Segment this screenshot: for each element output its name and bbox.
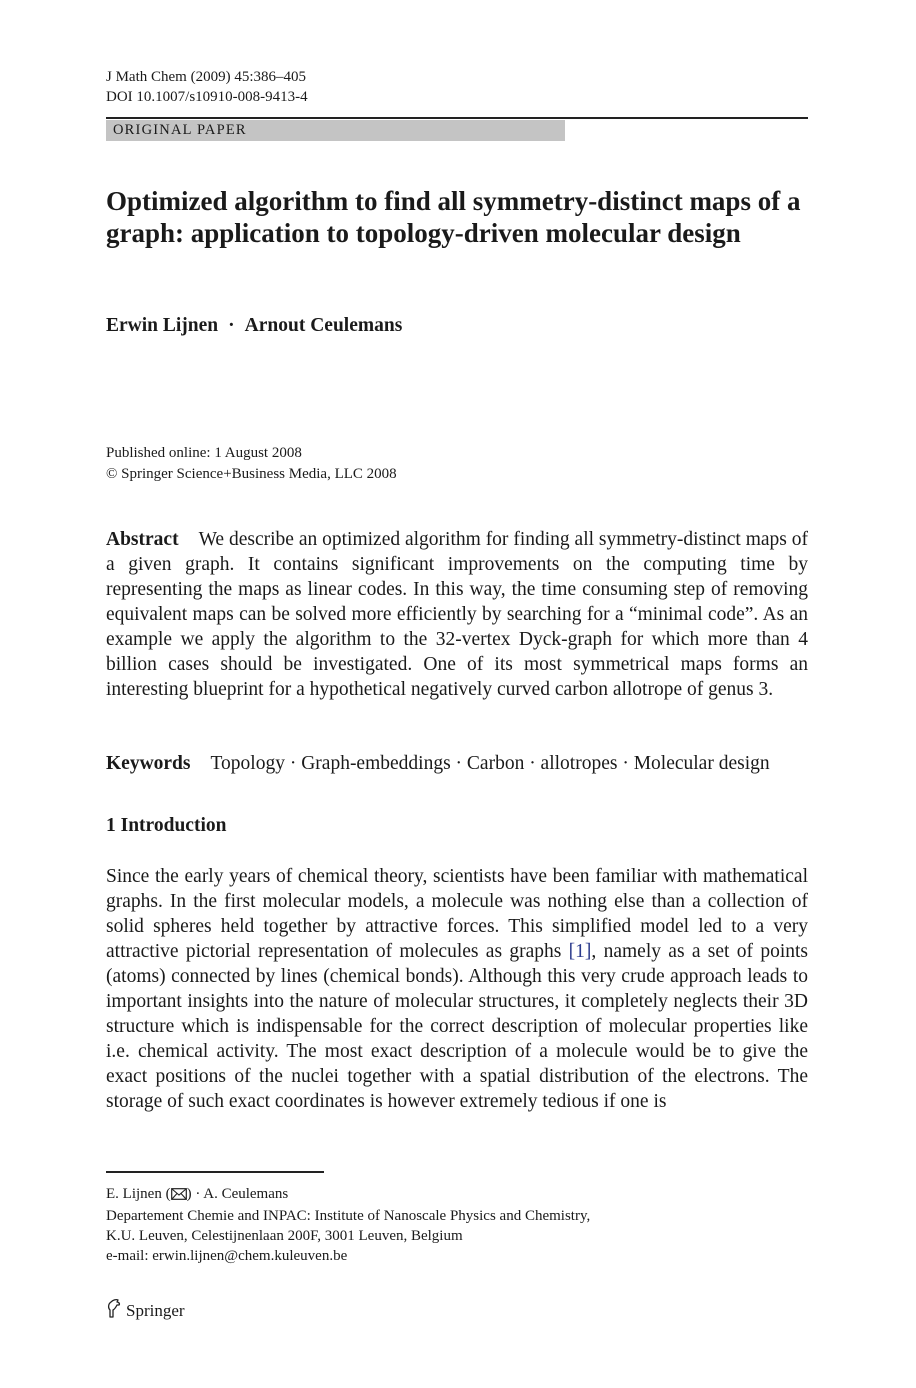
footnote-author-1: E. Lijnen ( [106,1186,171,1202]
keywords-heading: Keywords [106,753,191,774]
copyright: © Springer Science+Business Media, LLC 2008 [106,466,397,482]
citation-link[interactable]: [1] [568,941,592,962]
article-type-badge: ORIGINAL PAPER [106,120,565,141]
author-list [106,315,402,337]
affiliation-line-1: Departement Chemie and INPAC: Institute of Nanoscale Physics and Chemistry, [106,1208,591,1224]
abstract [106,527,808,702]
footnote [106,1184,590,1266]
section-heading-introduction: 1 Introduction [106,815,227,836]
published-date: Published online: 1 August 2008 [106,445,302,461]
author-1: Erwin Lijnen [106,315,219,336]
footnote-author-2: ) · A. Ceulemans [186,1186,289,1202]
abstract-heading: Abstract [106,529,179,550]
affiliation-line-2: K.U. Leuven, Celestijnenlaan 200F, 3001 Leuven, Belgium [106,1228,463,1244]
doi: DOI 10.1007/s10910-008-9413-4 [106,89,308,105]
intro-text-2: , namely as a set of points (atoms) connected by lines (chemical bonds). Although this very crude approach leads to important insights into the nature of molecular structures, it completely neglects their 3D structure which is indispensable for the correct description of molecular properties like i.e. chemical activity. The most exact description of a molecule would be to give the exact positions of the nuclei together with a spatial distribution of the electrons. The storage of such exact coordinates is however extremely tedious if one is [106,941,809,1112]
envelope-icon [171,1186,187,1206]
journal-citation: J Math Chem (2009) 45:386–405 [106,69,306,85]
footnote-authors [106,1184,590,1206]
journal-header [106,67,308,107]
publisher-name: Springer [126,1300,185,1320]
email[interactable]: e-mail: erwin.lijnen@chem.kuleuven.be [106,1248,348,1264]
intro-text-1: Since the early years of chemical theory, scientists have been familiar with mathematical graphs. In the first molecular models, a molecule was nothing else than a collection of solid spheres held together by attractive forces. This simplified model led to a very attractive pictorial representation of molecules as graphs [106,866,808,962]
springer-horse-icon [106,1298,126,1323]
paper-title: Optimized algorithm to find all symmetry-distinct maps of a graph: application to topology-driven molecular design [106,186,801,248]
keywords-text: Topology · Graph-embeddings · Carbon · allotropes · Molecular design [210,753,770,774]
author-separator: · [228,315,235,336]
keywords [106,751,816,776]
header-rule [106,117,808,119]
author-2: Arnout Ceulemans [244,315,403,336]
footnote-rule [106,1171,324,1173]
introduction-body [106,864,808,1114]
abstract-text: We describe an optimized algorithm for finding all symmetry-distinct maps of a given graph. It contains significant improvements on the computing time by representing the maps as linear codes. In this way, the time consuming step of removing equivalent maps can be solved more efficiently by searching for a “minimal code”. As an example we apply the algorithm to the 32-vertex Dyck-graph for which more than 4 billion cases should be investigated. One of its most symmetrical maps forms an interesting blueprint for a hypothetical negatively curved carbon allotrope of genus 3. [106,529,808,700]
publication-info [106,443,397,485]
publisher-logo [106,1298,185,1323]
